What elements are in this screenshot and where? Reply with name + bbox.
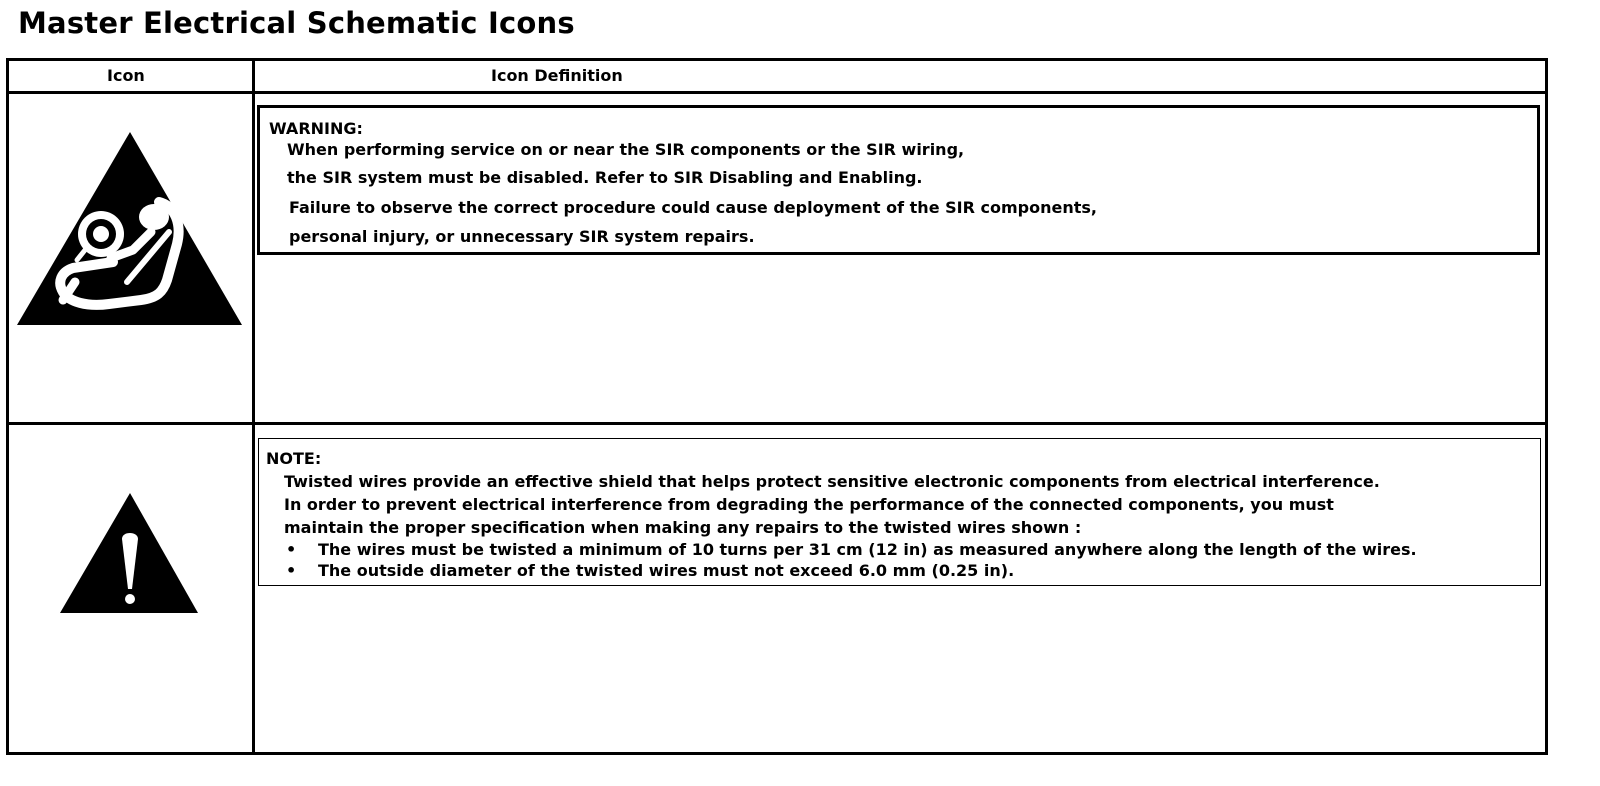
- header-icon-definition: Icon Definition: [491, 66, 623, 85]
- icon-definition-table: [6, 58, 1548, 755]
- header-icon: Icon: [107, 66, 145, 85]
- note-definition-box: [258, 438, 1541, 586]
- page-title: Master Electrical Schematic Icons: [18, 6, 575, 40]
- column-divider: [252, 61, 255, 752]
- note-bullet-item: [266, 539, 1540, 560]
- caution-exclamation-icon: [60, 493, 200, 614]
- warning-label: WARNING:: [269, 119, 363, 138]
- warning-line: personal injury, or unnecessary SIR system repairs.: [289, 227, 755, 246]
- warning-definition-box: [257, 105, 1540, 255]
- table-row-warning-icon-cell: [9, 94, 252, 422]
- bullet-point: •: [286, 561, 297, 580]
- bullet-point: •: [286, 540, 297, 559]
- bullet-text: The outside diameter of the twisted wires must not exceed 6.0 mm (0.25 in).: [318, 561, 1015, 580]
- note-line: In order to prevent electrical interference from degrading the performance of the connected components, you must: [284, 495, 1334, 514]
- note-label: NOTE:: [266, 449, 322, 468]
- note-line: maintain the proper specification when making any repairs to the twisted wires shown :: [284, 518, 1082, 537]
- airbag-warning-icon: [17, 132, 243, 328]
- warning-line: When performing service on or near the SIR components or the SIR wiring,: [287, 140, 965, 159]
- warning-line: Failure to observe the correct procedure could cause deployment of the SIR components,: [289, 198, 1097, 217]
- warning-line: the SIR system must be disabled. Refer to SIR Disabling and Enabling.: [287, 168, 923, 187]
- bullet-text: The wires must be twisted a minimum of 10 turns per 31 cm (12 in) as measured anywhere along the length of the wires.: [318, 540, 1417, 559]
- note-bullet-item: [266, 560, 1540, 581]
- note-line: Twisted wires provide an effective shield that helps protect sensitive electronic components from electrical interference.: [284, 472, 1380, 491]
- table-row-note-icon-cell: [9, 425, 252, 755]
